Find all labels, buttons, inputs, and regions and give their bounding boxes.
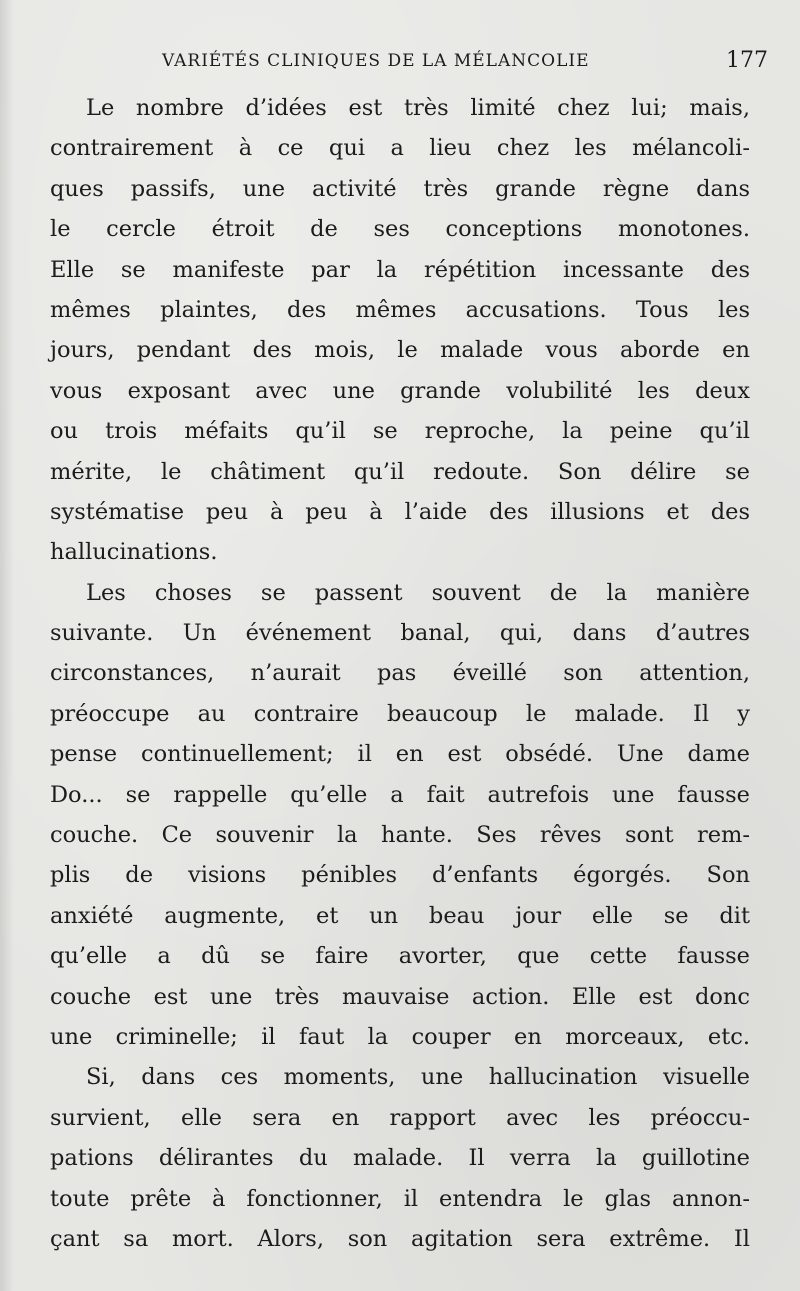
page-edge-shadow (0, 0, 14, 1291)
body-text (50, 88, 750, 1259)
running-title: VARIÉTÉS CLINIQUES DE LA MÉLANCOLIE (162, 51, 590, 71)
text-line: une criminelle; il faut la couper en morceaux, etc. (50, 1023, 750, 1050)
text-line: Le nombre d’idées est très limité chez lui; mais, (86, 95, 750, 121)
text-line: Les choses se passent souvent de la manière (86, 579, 750, 606)
text-line: mêmes plaintes, des mêmes accusations. Tous les (50, 296, 750, 323)
text-line: mérite, le châtiment qu’il redoute. Son délire se (50, 458, 750, 485)
text-line: Do... se rappelle qu’elle a fait autrefois une fausse (50, 781, 750, 808)
text-line: préoccupe au contraire beaucoup le malade. Il y (50, 700, 750, 727)
paragraph-3 (50, 1057, 750, 1259)
text-line: plis de visions pénibles d’enfants égorgés. Son (50, 862, 750, 889)
text-line: circonstances, n’aurait pas éveillé son attention, (50, 660, 750, 687)
text-line: couche est une très mauvaise action. Elle est donc (50, 983, 750, 1010)
text-line: çant sa mort. Alors, son agitation sera extrême. Il (50, 1225, 750, 1252)
text-line: toute prête à fonctionner, il entendra le glas annon- (50, 1185, 750, 1212)
text-line: qu’elle a dû se faire avorter, que cette fausse (50, 943, 750, 970)
text-line: couche. Ce souvenir la hante. Ses rêves sont rem- (50, 822, 750, 849)
text-line: suivante. Un événement banal, qui, dans d’autres (50, 620, 750, 647)
text-line: Si, dans ces moments, une hallucination visuelle (86, 1064, 750, 1091)
paragraph-2 (50, 573, 750, 1058)
text-line: vous exposant avec une grande volubilité les deux (50, 377, 750, 404)
text-line: pense continuellement; il en est obsédé. Une dame (50, 741, 750, 768)
text-line: anxiété augmente, et un beau jour elle se dit (50, 902, 750, 929)
running-head (50, 46, 768, 76)
text-line: ou trois méfaits qu’il se reproche, la peine qu’il (50, 418, 750, 445)
text-line: Elle se manifeste par la répétition incessante des (50, 256, 750, 283)
text-line: systématise peu à peu à l’aide des illusions et des (50, 498, 750, 525)
text-line: ques passifs, une activité très grande règne dans (50, 175, 750, 202)
text-line: hallucinations. (50, 539, 218, 566)
text-line: le cercle étroit de ses conceptions monotones. (50, 216, 750, 243)
paragraph-1 (50, 88, 750, 573)
text-line: jours, pendant des mois, le malade vous aborde en (50, 337, 750, 364)
text-line: survient, elle sera en rapport avec les préoccu- (50, 1104, 750, 1131)
text-line: pations délirantes du malade. Il verra la guillotine (50, 1145, 750, 1172)
page-number: 177 (726, 48, 768, 73)
text-line: contrairement à ce qui a lieu chez les mélancoli- (50, 135, 750, 162)
